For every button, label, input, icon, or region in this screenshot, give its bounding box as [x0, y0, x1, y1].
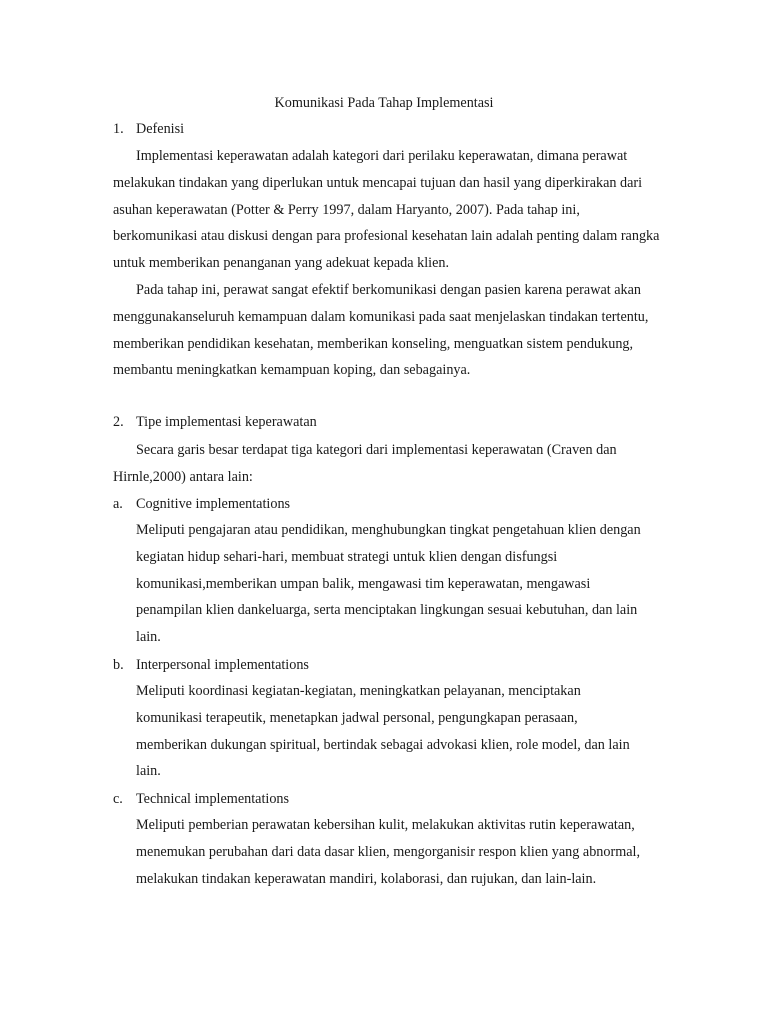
section-1-paragraph-2 — [113, 277, 648, 384]
section-1-paragraph-1 — [113, 143, 659, 277]
paragraph-line: memberikan pendidikan kesehatan, memberikan konseling, menguatkan sistem pendukung, — [113, 335, 634, 352]
paragraph-line: untuk memberikan penanganan yang adekuat kepada klien. — [113, 255, 450, 272]
section-2-heading — [113, 412, 317, 432]
subsection-a-body — [136, 517, 676, 651]
document-title: Komunikasi Pada Tahap Implementasi — [274, 95, 494, 111]
paragraph-line: melakukan tindakan yang diperlukan untuk mencapai tujuan dan hasil yang diperkirakan dari — [113, 174, 643, 191]
paragraph-line: berkomunikasi atau diskusi dengan para profesional kesehatan lain adalah penting dalam rangka — [113, 228, 660, 245]
subsection-letter: a. — [113, 496, 123, 512]
paragraph-line: membantu meningkatkan kemampuan koping, dan sebagainya. — [113, 362, 471, 379]
subsection-title: Interpersonal implementations — [136, 657, 309, 673]
subsection-b-heading — [113, 655, 309, 675]
paragraph-line: Secara garis besar terdapat tiga kategori dari implementasi keperawatan (Craven dan — [136, 442, 617, 458]
section-number: 1. — [113, 121, 124, 137]
subsection-title: Technical implementations — [136, 791, 290, 807]
paragraph-line: menemukan perubahan dari data dasar klien, mengorganisir respon klien yang abnormal, — [136, 843, 641, 860]
paragraph-line: Meliputi pemberian perawatan kebersihan kulit, melakukan aktivitas rutin keperawatan, — [136, 817, 635, 833]
paragraph-line: penampilan klien dankeluarga, serta menciptakan lingkungan sesuai kebutuhan, dan lain — [136, 602, 638, 619]
subsection-c-heading — [113, 789, 289, 809]
subsection-title: Cognitive implementations — [136, 496, 291, 512]
paragraph-line: asuhan keperawatan (Potter & Perry 1997, dalam Haryanto, 2007). Pada tahap ini, — [113, 201, 580, 218]
paragraph-line: lain. — [136, 763, 161, 780]
paragraph-line: komunikasi terapeutik, menetapkan jadwal personal, pengungkapan perasaan, — [136, 709, 578, 726]
paragraph-line: Meliputi pengajaran atau pendidikan, menghubungkan tingkat pengetahuan klien dengan — [136, 522, 641, 538]
paragraph-line: kegiatan hidup sehari-hari, membuat strategi untuk klien dengan disfungsi — [136, 548, 558, 565]
subsection-b-body — [136, 678, 676, 785]
paragraph-line: melakukan tindakan keperawatan mandiri, kolaborasi, dan rujukan, dan lain-lain. — [136, 870, 597, 887]
section-number: 2. — [113, 414, 124, 430]
paragraph-line: menggunakanseluruh kemampuan dalam komunikasi pada saat menjelaskan tindakan tertentu, — [113, 308, 649, 325]
subsection-letter: b. — [113, 657, 124, 673]
section-1-heading — [113, 119, 184, 139]
paragraph-line: memberikan dukungan spiritual, bertindak sebagai advokasi klien, role model, dan lain — [136, 736, 630, 753]
section-title: Defenisi — [136, 121, 185, 137]
paragraph-line: Implementasi keperawatan adalah kategori dari perilaku keperawatan, dimana perawat — [136, 148, 628, 164]
subsection-c-body — [136, 812, 676, 892]
paragraph-line: Meliputi koordinasi kegiatan-kegiatan, meningkatkan pelayanan, menciptakan — [136, 683, 581, 699]
paragraph-line: lain. — [136, 629, 161, 646]
subsection-letter: c. — [113, 791, 123, 807]
paragraph-line: komunikasi,memberikan umpan balik, mengawasi tim keperawatan, mengawasi — [136, 575, 591, 592]
paragraph-line: Pada tahap ini, perawat sangat efektif berkomunikasi dengan pasien karena perawat akan — [136, 282, 642, 298]
subsection-a-heading — [113, 494, 290, 514]
paragraph-line: Hirnle,2000) antara lain: — [113, 468, 253, 485]
section-2-intro — [113, 437, 617, 491]
section-title: Tipe implementasi keperawatan — [136, 414, 317, 430]
